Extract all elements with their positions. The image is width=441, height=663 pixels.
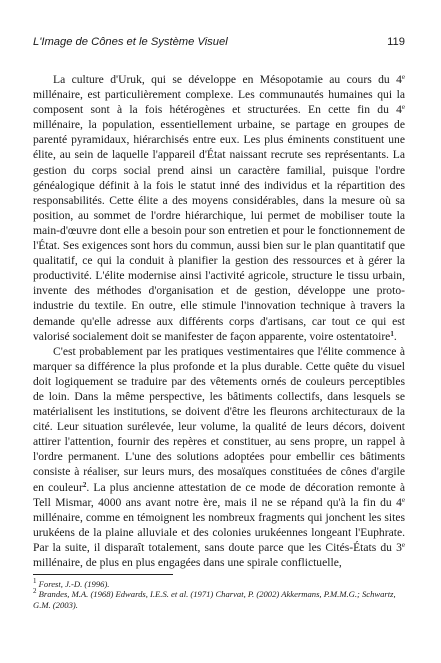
footnote-2: [33, 589, 405, 610]
footnote-text: Brandes, M.A. (1968) Edwards, I.E.S. et al. (1971) Charvat, P. (2002) Akkermans, P.M.M.G.; Schwartz, G.M. (2003).: [33, 589, 396, 610]
footnotes: [33, 579, 405, 610]
superscript-e: e: [401, 73, 405, 81]
footnote-text: Forest, J.-D. (1996).: [38, 579, 110, 589]
text-run: .: [393, 329, 397, 343]
text-run: millénaire, de plus en plus engagées dans une spirale conflictuelle,: [33, 556, 342, 569]
running-header: [33, 36, 405, 52]
footnote-ref-1[interactable]: 1: [390, 329, 394, 338]
footnote-ref-2[interactable]: 2: [82, 480, 87, 489]
footnote-1: [33, 579, 405, 589]
text-run: millénaire, la population, essentiellement urbaine, se partage en groupes de parenté pyramidaux, hiérarchisés entre eux. Les plus éminents constituent une élite, au sein de laquelle l'appareil d'État naissant recrute ses représentants. La gestion du corps social prend ainsi un caractère familial, puisque l'ordre généalogique définit à la fois le statut inné des individus et la répartition des responsabilités. Cette élite a des moyens considérables, dans la mesure où sa position, au sommet de l'ordre hiérarchique, lui permet de mobiliser toute la main-d'œuvre dont elle a besoin pour son entretien et pour le fonctionnement de l'État. Ses exigences sont hors du commun, aussi bien sur le plan quantitatif que qualitatif, ce qui la conduit à planifier la gestion des ressources et à gérer la productivité. L'élite modernise ainsi l'activité agricole, structure le tissu urbain, invente des méthodes d'organisation et de gestion, développe une proto-industrie du textile. En outre, elle stimule l'innovation technique à travers la demande qu'elle adresse aux différents corps d'artisans, car tout ce qui est valorisé socialement doit se manifester de façon apparente, voire ostentatoire: [33, 118, 405, 343]
superscript-e: e: [401, 540, 405, 549]
superscript-e: e: [401, 495, 405, 504]
footnote-number: 1: [33, 577, 37, 585]
text-run: millénaire, est particulièrement complexe. Les communautés humaines qui la composent sont à la fois hétérogènes et structurées. En cette fin du 4: [33, 88, 405, 117]
text-run: La culture d'Uruk, qui se développe en Mésopotamie au cours du 4: [53, 73, 402, 86]
paragraph-uruk-culture: [33, 72, 405, 344]
text-run: millénaire, comme en témoignent les nombreux fragments qui jonchent les sites urukéens de la plaine alluviale et des colonies urukéennes longeant l'Euphrate. Par la suite, il disparaît totalement, sans doute parce que les Cités-États du 3: [33, 510, 405, 554]
footnote-separator: [33, 574, 173, 575]
main-text: [33, 72, 405, 570]
superscript-e: e: [401, 103, 405, 112]
footnote-number: 2: [33, 587, 37, 596]
running-title: L'Image de Cônes et le Système Visuel: [33, 36, 228, 48]
text-run: C'est probablement par les pratiques vestimentaires que l'élite commence à marquer sa différence la plus profonde et la plus durable. Cette quête du visuel doit logiquement se traduire par des vêtements ornés de couleurs perceptibles de loin. Dans la même perspective, les bâtiments collectifs, dans lesquels se matérialisent les institutions, se doivent d'être les fleurons architecturaux de la cité. Leur situation surélevée, leur volume, la qualité de leurs décors, doivent attirer l'attention, fournir des repères et constituer, au sens propre, un rappel à l'ordre permanent. L'une des solutions adoptées pour embellir ces bâtiments consiste à réaliser, sur leurs murs, des mosaïques constituées de cônes d'argile en couleur: [33, 344, 405, 494]
text-run: . La plus ancienne attestation de ce mode de décoration remonte à Tell Mismar, 4000 ans avant notre ère, mais il ne se répand qu'à la fin du 4: [33, 480, 405, 509]
paragraph-visual-practices: [33, 344, 405, 570]
page-number: 119: [387, 36, 405, 48]
